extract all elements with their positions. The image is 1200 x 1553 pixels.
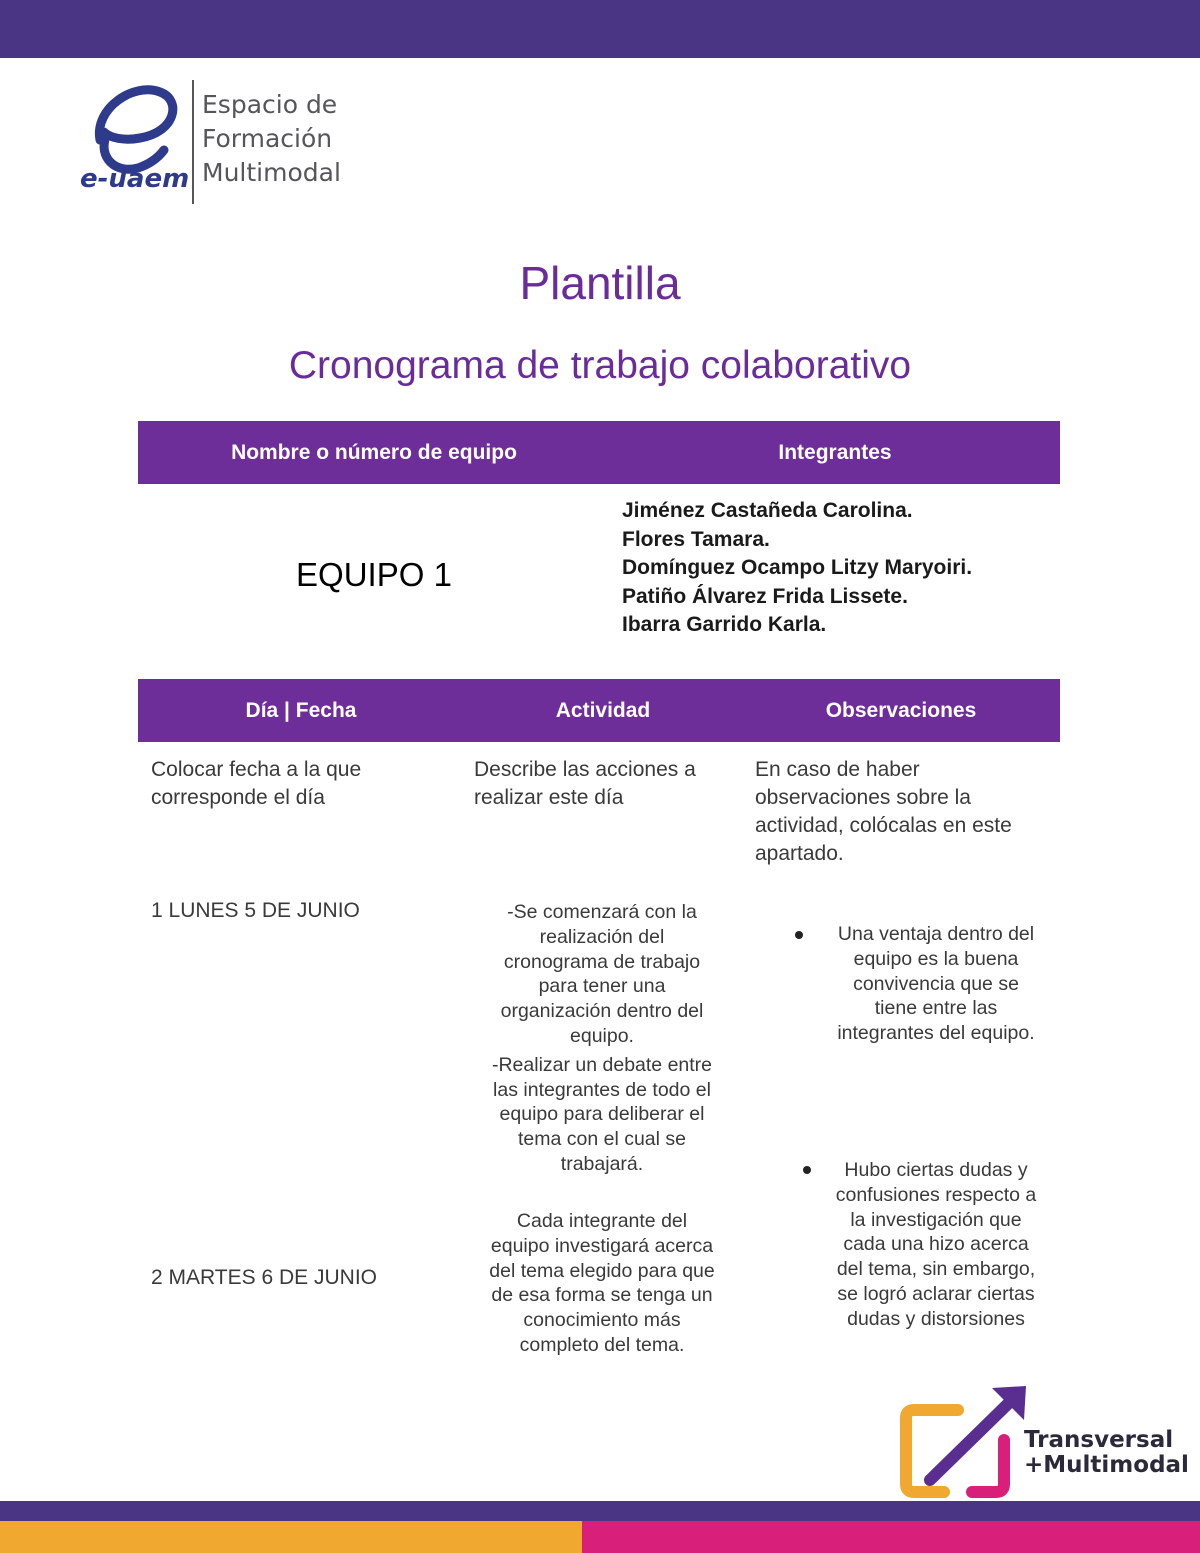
page-subtitle: Cronograma de trabajo colaborativo <box>288 344 912 387</box>
text-line: integrantes del equipo. <box>837 1022 1035 1045</box>
text-line: realizar este día <box>474 786 624 809</box>
logo-line: Espacio de <box>202 90 338 119</box>
logo-line: Formación <box>202 124 333 153</box>
bottom-bar-purple <box>0 1501 1200 1521</box>
text-line: para tener una <box>538 975 666 998</box>
row2-activity <box>470 1209 734 1358</box>
text-line: apartado. <box>755 842 844 865</box>
text-line: En caso de haber <box>755 758 920 781</box>
text-line: Hubo ciertas dudas y <box>844 1159 1028 1181</box>
member-item: Jiménez Castañeda Carolina. <box>622 499 913 522</box>
page-title: Plantilla <box>519 257 681 309</box>
row2-observation <box>818 1158 1054 1332</box>
text-line: dudas y distorsiones <box>847 1307 1025 1330</box>
text-line: la investigación que <box>850 1208 1022 1231</box>
text-line: observaciones sobre la <box>755 786 971 809</box>
footer-logo-text <box>1024 1428 1189 1478</box>
text-line: completo del tema. <box>519 1333 685 1356</box>
top-bar <box>0 0 1200 58</box>
bottom-bar-magenta <box>582 1521 1200 1553</box>
text-line: Describe las acciones a <box>474 758 696 781</box>
text-line: del tema, sin embargo, <box>836 1258 1036 1281</box>
text-line: Cada integrante del <box>516 1210 688 1232</box>
bullet-icon <box>803 1166 811 1174</box>
text-line: Una ventaja dentro del <box>837 923 1035 945</box>
header-activity: Actividad <box>555 699 651 722</box>
euaem-logo <box>80 78 340 206</box>
text-line: tiene entre las <box>874 997 998 1020</box>
text-line: realización del <box>539 925 665 948</box>
members-list <box>622 497 972 640</box>
text-line: las integrantes de todo el <box>493 1078 711 1101</box>
text-line: -Se comenzará con la <box>507 901 697 923</box>
text-line: Colocar fecha a la que <box>151 758 362 781</box>
instruction-day <box>151 756 361 812</box>
member-item: Ibarra Garrido Karla. <box>622 613 827 636</box>
member-item: Domínguez Ocampo Litzy Maryoiri. <box>622 556 973 579</box>
footer-line: Transversal <box>1024 1427 1174 1453</box>
text-line: cada una hizo acerca <box>843 1233 1029 1256</box>
text-line: -Realizar un debate entre <box>491 1053 713 1076</box>
logo-divider <box>192 80 194 204</box>
schedule-table-header <box>138 679 1060 742</box>
text-line: conocimiento más <box>523 1309 681 1332</box>
row1-activity <box>470 900 734 1177</box>
text-line: equipo para deliberar el <box>499 1103 705 1126</box>
header-observations: Observaciones <box>825 699 977 722</box>
instruction-observations <box>755 756 1012 868</box>
bottom-bar-orange <box>0 1521 582 1553</box>
text-line: actividad, colócalas en este <box>755 814 1012 837</box>
logo-text <box>202 88 341 190</box>
text-line: se logró aclarar ciertas <box>837 1282 1035 1305</box>
text-line: cronograma de trabajo <box>503 950 701 973</box>
text-line: del tema elegido para que <box>489 1259 715 1282</box>
header-day: Día | Fecha <box>245 699 357 722</box>
text-line: de esa forma se tenga un <box>491 1284 713 1307</box>
member-item: Flores Tamara. <box>622 527 770 551</box>
instruction-activity <box>474 756 696 812</box>
bullet-icon <box>795 931 803 939</box>
logo-line: Multimodal <box>202 158 341 187</box>
row1-day: 1 LUNES 5 DE JUNIO <box>151 899 360 922</box>
footer-line: +Multimodal <box>1024 1452 1189 1478</box>
text-line: equipo. <box>570 1024 634 1047</box>
text-line: equipo investigará acerca <box>490 1234 714 1257</box>
header-team-name: Nombre o número de equipo <box>231 441 517 464</box>
row1-observation <box>818 922 1054 1046</box>
text-line: equipo es la buena <box>853 947 1019 970</box>
member-item: Patiño Álvarez Frida Lissete. <box>622 584 908 608</box>
text-line: organización dentro del <box>500 1000 704 1023</box>
logo-brand-text: e-uaem <box>80 164 190 194</box>
team-table-header <box>138 421 1060 484</box>
text-line: corresponde el día <box>151 786 325 809</box>
row2-day: 2 MARTES 6 DE JUNIO <box>151 1266 377 1289</box>
text-line: confusiones respecto a <box>835 1183 1037 1206</box>
text-line: convivencia que se <box>853 972 1019 995</box>
team-name: EQUIPO 1 <box>296 556 452 593</box>
text-line: tema con el cual se <box>517 1128 686 1151</box>
text-line: trabajará. <box>560 1152 644 1175</box>
header-members: Integrantes <box>778 441 892 464</box>
